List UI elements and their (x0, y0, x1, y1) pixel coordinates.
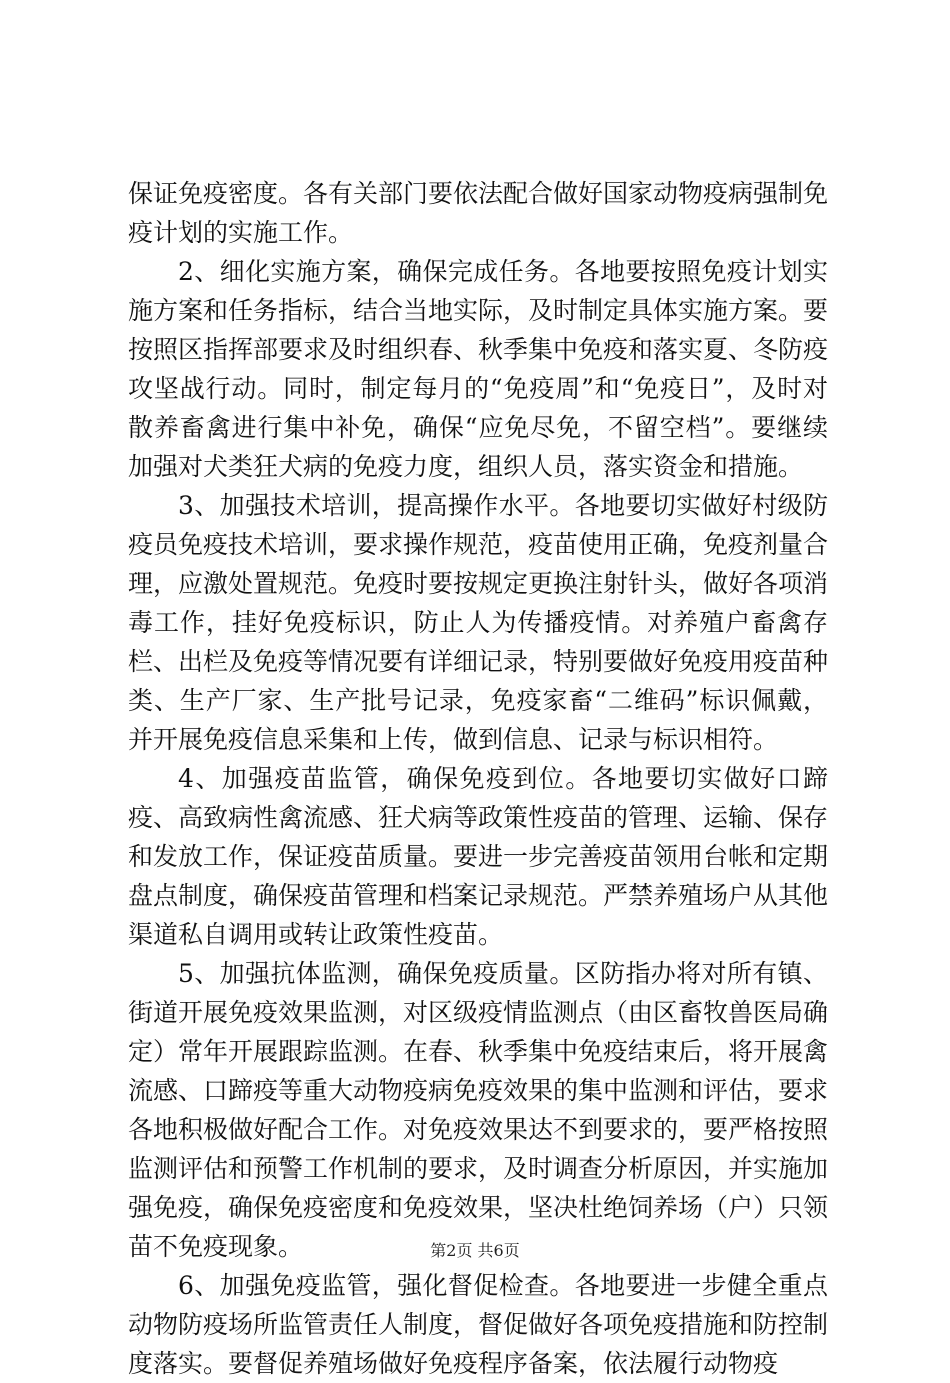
page-number-footer: 第2页 共6页 (430, 1241, 520, 1260)
paragraph-item-3: 3、加强技术培训，提高操作水平。各地要切实做好村级防疫员免疫技术培训，要求操作规范，疫苗使用正确，免疫剂量合理，应激处置规范。免疫时要按规定更换注射针头，做好各项消毒工作，挂好免疫标识，防止人为传播疫情。对养殖户畜禽存栏、出栏及免疫等情况要有详细记录，特别要做好免疫用疫苗种类、生产厂家、生产批号记录，免疫家畜“二维码”标识佩戴，并开展免疫信息采集和上传，做到信息、记录与标识相符。 (128, 491, 829, 754)
paragraph-item-6: 6、加强免疫监管，强化督促检查。各地要进一步健全重点动物防疫场所监管责任人制度，督促做好各项免疫措施和防控制度落实。要督促养殖场做好免疫程序备案，依法履行动物疫 (128, 1271, 829, 1378)
paragraph-item-5: 5、加强抗体监测，确保免疫质量。区防指办将对所有镇、街道开展免疫效果监测，对区级疫情监测点（由区畜牧兽医局确定）常年开展跟踪监测。在春、秋季集中免疫结束后，将开展禽流感、口蹄疫等重大动物疫病免疫效果的集中监测和评估，要求各地积极做好配合工作。对免疫效果达不到要求的，要严格按照监测评估和预警工作机制的要求，及时调查分析原因，并实施加强免疫，确保免疫密度和免疫效果，坚决杜绝饲养场（户）只领苗不免疫现象。 (128, 959, 829, 1261)
paragraph-continuation: 保证免疫密度。各有关部门要依法配合做好国家动物疫病强制免疫计划的实施工作。 (128, 179, 829, 247)
paragraph-item-4: 4、加强疫苗监管，确保免疫到位。各地要切实做好口蹄疫、高致病性禽流感、狂犬病等政策性疫苗的管理、运输、保存和发放工作，保证疫苗质量。要进一步完善疫苗领用台帐和定期盘点制度，确保疫苗管理和档案记录规范。严禁养殖场户从其他渠道私自调用或转让政策性疫苗。 (128, 764, 829, 949)
paragraph-item-2: 2、细化实施方案，确保完成任务。各地要按照免疫计划实施方案和任务指标，结合当地实际，及时制定具体实施方案。要按照区指挥部要求及时组织春、秋季集中免疫和落实夏、冬防疫攻坚战行动。同时，制定每月的“免疫周”和“免疫日”，及时对散养畜禽进行集中补免，确保“应免尽免，不留空档”。要继续加强对犬类狂犬病的免疫力度，组织人员，落实资金和措施。 (128, 257, 829, 481)
document-body (128, 174, 828, 1383)
